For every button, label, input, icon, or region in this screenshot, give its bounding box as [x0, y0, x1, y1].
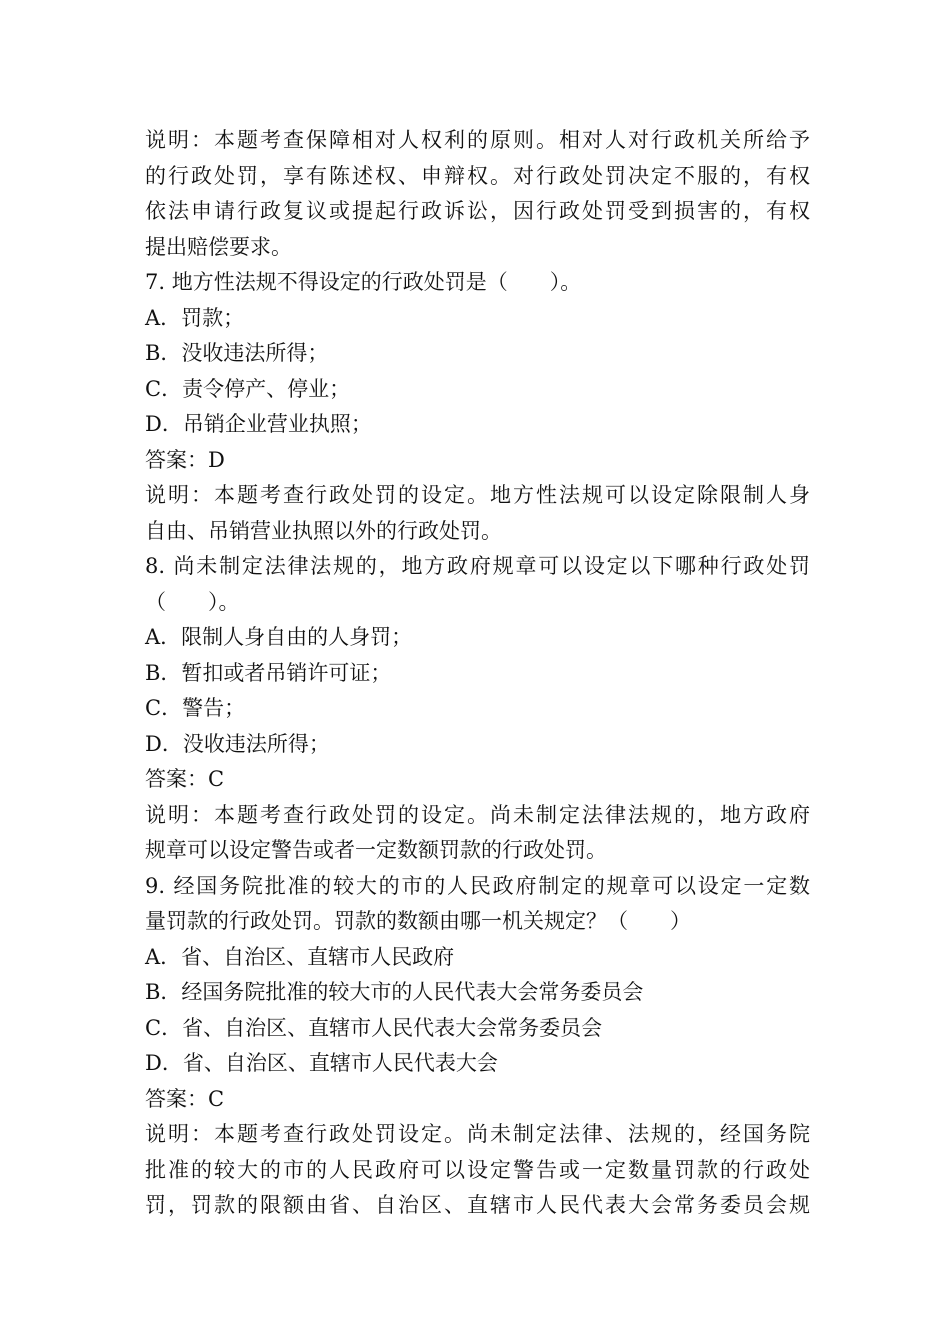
text-line: B．经国务院批准的较大市的人民代表大会常务委员会: [145, 980, 644, 1004]
text-line: 说明：本题考查行政处罚的设定。尚未制定法律法规的，地方政府: [145, 802, 810, 827]
document-page: [145, 123, 810, 1224]
text-line: （ ）。: [145, 589, 240, 614]
text-line: 规章可以设定警告或者一定数额罚款的行政处罚。: [145, 838, 607, 862]
text-line: 的行政处罚，享有陈述权、申辩权。对行政处罚决定不服的，有权: [145, 163, 810, 188]
text-line: 罚，罚款的限额由省、自治区、直辖市人民代表大会常务委员会规: [145, 1193, 810, 1217]
text-line: B．暂扣或者吊销许可证；: [145, 660, 392, 685]
text-line: 9. 经国务院批准的较大的市的人民政府制定的规章可以设定一定数: [145, 873, 810, 898]
text-line: A．限制人身自由的人身罚；: [145, 625, 413, 649]
text-line: C．省、自治区、直辖市人民代表大会常务委员会: [145, 1015, 603, 1040]
text-line: 批准的较大的市的人民政府可以设定警告或一定数量罚款的行政处: [145, 1157, 810, 1182]
text-line: 自由、吊销营业执照以外的行政处罚。: [145, 518, 502, 543]
text-line: 8. 尚未制定法律法规的，地方政府规章可以设定以下哪种行政处罚: [145, 554, 810, 578]
text-line: 说明：本题考查保障相对人权利的原则。相对人对行政机关所给予: [145, 128, 810, 152]
text-line: 答案：C: [145, 767, 225, 791]
text-line: A．省、自治区、直辖市人民政府: [145, 944, 455, 969]
text-line: D．没收违法所得；: [145, 731, 330, 756]
text-line: A．罚款；: [145, 305, 245, 330]
text-line: 依法申请行政复议或提起行政诉讼，因行政处罚受到损害的，有权: [145, 199, 810, 223]
text-line: B．没收违法所得；: [145, 341, 329, 365]
text-line: 答案：D: [145, 447, 225, 472]
text-line: 7. 地方性法规不得设定的行政处罚是（ ）。: [145, 270, 582, 294]
text-line: C．责令停产、停业；: [145, 376, 351, 401]
text-line: C．警告；: [145, 696, 246, 720]
text-line: 答案：C: [145, 1086, 225, 1111]
text-line: D．吊销企业营业执照；: [145, 412, 372, 436]
text-line: 量罚款的行政处罚。罚款的数额由哪一机关规定？（ ）: [145, 909, 691, 933]
text-line: 说明：本题考查行政处罚的设定。地方性法规可以设定除限制人身: [145, 483, 810, 507]
text-line: 提出赔偿要求。: [145, 234, 292, 259]
text-line: D．省、自治区、直辖市人民代表大会: [145, 1051, 498, 1075]
text-line: 说明：本题考查行政处罚设定。尚未制定法律、法规的，经国务院: [145, 1122, 810, 1146]
